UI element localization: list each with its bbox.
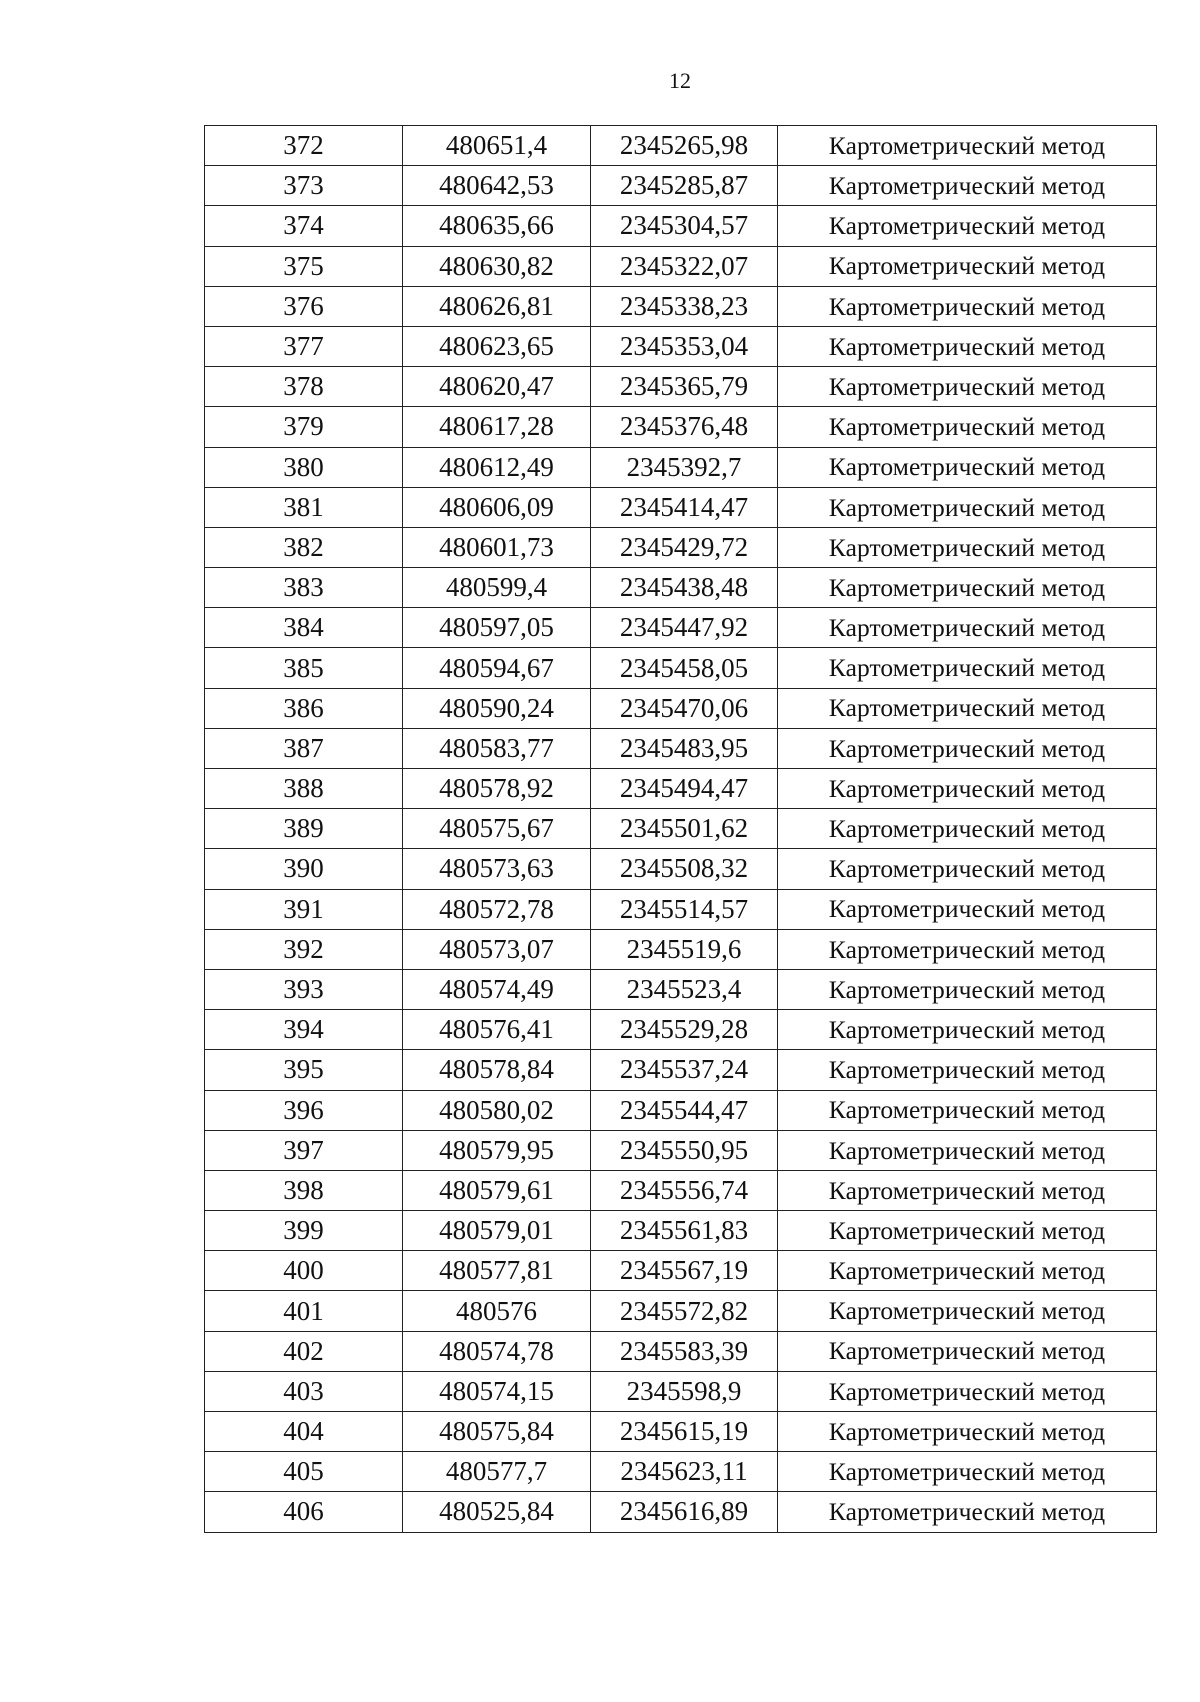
table-row <box>205 326 1157 366</box>
y-coordinate-cell: 2345537,24 <box>591 1050 778 1090</box>
point-number-cell: 401 <box>205 1291 403 1331</box>
point-number-cell: 406 <box>205 1492 403 1532</box>
table-row <box>205 1010 1157 1050</box>
method-cell: Картометрический метод <box>778 166 1157 206</box>
y-coordinate-cell: 2345615,19 <box>591 1412 778 1452</box>
x-coordinate-cell: 480575,67 <box>403 809 591 849</box>
point-number-cell: 379 <box>205 407 403 447</box>
point-number-cell: 382 <box>205 527 403 567</box>
method-cell: Картометрический метод <box>778 246 1157 286</box>
table-row <box>205 126 1157 166</box>
table-row <box>205 1130 1157 1170</box>
point-number-cell: 373 <box>205 166 403 206</box>
table-row <box>205 1291 1157 1331</box>
point-number-cell: 378 <box>205 367 403 407</box>
x-coordinate-cell: 480576,41 <box>403 1010 591 1050</box>
point-number-cell: 384 <box>205 608 403 648</box>
y-coordinate-cell: 2345470,06 <box>591 688 778 728</box>
x-coordinate-cell: 480525,84 <box>403 1492 591 1532</box>
method-cell: Картометрический метод <box>778 1090 1157 1130</box>
point-number-cell: 394 <box>205 1010 403 1050</box>
method-cell: Картометрический метод <box>778 1251 1157 1291</box>
x-coordinate-cell: 480574,78 <box>403 1331 591 1371</box>
method-cell: Картометрический метод <box>778 1050 1157 1090</box>
table-row <box>205 769 1157 809</box>
page-number: 12 <box>669 68 691 93</box>
method-cell: Картометрический метод <box>778 487 1157 527</box>
method-cell: Картометрический метод <box>778 849 1157 889</box>
method-cell: Картометрический метод <box>778 1010 1157 1050</box>
method-cell: Картометрический метод <box>778 447 1157 487</box>
table-row <box>205 608 1157 648</box>
table-row <box>205 407 1157 447</box>
point-number-cell: 405 <box>205 1452 403 1492</box>
table-row <box>205 286 1157 326</box>
y-coordinate-cell: 2345523,4 <box>591 969 778 1009</box>
method-cell: Картометрический метод <box>778 1371 1157 1411</box>
method-cell: Картометрический метод <box>778 688 1157 728</box>
table-row <box>205 447 1157 487</box>
x-coordinate-cell: 480594,67 <box>403 648 591 688</box>
y-coordinate-cell: 2345365,79 <box>591 367 778 407</box>
method-cell: Картометрический метод <box>778 1492 1157 1532</box>
table-row <box>205 1211 1157 1251</box>
x-coordinate-cell: 480578,84 <box>403 1050 591 1090</box>
table-row <box>205 568 1157 608</box>
y-coordinate-cell: 2345494,47 <box>591 769 778 809</box>
x-coordinate-cell: 480612,49 <box>403 447 591 487</box>
method-cell: Картометрический метод <box>778 568 1157 608</box>
point-number-cell: 376 <box>205 286 403 326</box>
method-cell: Картометрический метод <box>778 1211 1157 1251</box>
method-cell: Картометрический метод <box>778 1130 1157 1170</box>
y-coordinate-cell: 2345447,92 <box>591 608 778 648</box>
method-cell: Картометрический метод <box>778 929 1157 969</box>
y-coordinate-cell: 2345285,87 <box>591 166 778 206</box>
coordinates-table-body <box>205 126 1157 1533</box>
table-row <box>205 246 1157 286</box>
point-number-cell: 381 <box>205 487 403 527</box>
x-coordinate-cell: 480574,15 <box>403 1371 591 1411</box>
method-cell: Картометрический метод <box>778 809 1157 849</box>
method-cell: Картометрический метод <box>778 527 1157 567</box>
x-coordinate-cell: 480572,78 <box>403 889 591 929</box>
x-coordinate-cell: 480597,05 <box>403 608 591 648</box>
method-cell: Картометрический метод <box>778 889 1157 929</box>
x-coordinate-cell: 480630,82 <box>403 246 591 286</box>
x-coordinate-cell: 480590,24 <box>403 688 591 728</box>
point-number-cell: 393 <box>205 969 403 1009</box>
y-coordinate-cell: 2345438,48 <box>591 568 778 608</box>
table-row <box>205 969 1157 1009</box>
x-coordinate-cell: 480573,07 <box>403 929 591 969</box>
point-number-cell: 372 <box>205 126 403 166</box>
y-coordinate-cell: 2345529,28 <box>591 1010 778 1050</box>
y-coordinate-cell: 2345508,32 <box>591 849 778 889</box>
table-row <box>205 206 1157 246</box>
method-cell: Картометрический метод <box>778 286 1157 326</box>
x-coordinate-cell: 480578,92 <box>403 769 591 809</box>
table-row <box>205 728 1157 768</box>
y-coordinate-cell: 2345519,6 <box>591 929 778 969</box>
method-cell: Картометрический метод <box>778 407 1157 447</box>
point-number-cell: 374 <box>205 206 403 246</box>
point-number-cell: 386 <box>205 688 403 728</box>
y-coordinate-cell: 2345572,82 <box>591 1291 778 1331</box>
x-coordinate-cell: 480620,47 <box>403 367 591 407</box>
y-coordinate-cell: 2345458,05 <box>591 648 778 688</box>
table-row <box>205 1412 1157 1452</box>
x-coordinate-cell: 480576 <box>403 1291 591 1331</box>
point-number-cell: 385 <box>205 648 403 688</box>
y-coordinate-cell: 2345265,98 <box>591 126 778 166</box>
method-cell: Картометрический метод <box>778 728 1157 768</box>
table-row <box>205 1452 1157 1492</box>
method-cell: Картометрический метод <box>778 969 1157 1009</box>
method-cell: Картометрический метод <box>778 326 1157 366</box>
y-coordinate-cell: 2345544,47 <box>591 1090 778 1130</box>
x-coordinate-cell: 480580,02 <box>403 1090 591 1130</box>
table-row <box>205 889 1157 929</box>
y-coordinate-cell: 2345623,11 <box>591 1452 778 1492</box>
point-number-cell: 375 <box>205 246 403 286</box>
x-coordinate-cell: 480617,28 <box>403 407 591 447</box>
table-row <box>205 1090 1157 1130</box>
table-row <box>205 1492 1157 1532</box>
method-cell: Картометрический метод <box>778 1331 1157 1371</box>
coordinates-table <box>204 125 1157 1533</box>
x-coordinate-cell: 480583,77 <box>403 728 591 768</box>
method-cell: Картометрический метод <box>778 1412 1157 1452</box>
y-coordinate-cell: 2345353,04 <box>591 326 778 366</box>
method-cell: Картометрический метод <box>778 608 1157 648</box>
x-coordinate-cell: 480579,95 <box>403 1130 591 1170</box>
point-number-cell: 391 <box>205 889 403 929</box>
x-coordinate-cell: 480579,61 <box>403 1170 591 1210</box>
point-number-cell: 390 <box>205 849 403 889</box>
x-coordinate-cell: 480635,66 <box>403 206 591 246</box>
point-number-cell: 377 <box>205 326 403 366</box>
point-number-cell: 383 <box>205 568 403 608</box>
table-row <box>205 1331 1157 1371</box>
x-coordinate-cell: 480573,63 <box>403 849 591 889</box>
y-coordinate-cell: 2345376,48 <box>591 407 778 447</box>
y-coordinate-cell: 2345322,07 <box>591 246 778 286</box>
table-row <box>205 1050 1157 1090</box>
table-row <box>205 1170 1157 1210</box>
method-cell: Картометрический метод <box>778 126 1157 166</box>
x-coordinate-cell: 480651,4 <box>403 126 591 166</box>
point-number-cell: 392 <box>205 929 403 969</box>
method-cell: Картометрический метод <box>778 769 1157 809</box>
x-coordinate-cell: 480642,53 <box>403 166 591 206</box>
y-coordinate-cell: 2345514,57 <box>591 889 778 929</box>
y-coordinate-cell: 2345583,39 <box>591 1331 778 1371</box>
x-coordinate-cell: 480575,84 <box>403 1412 591 1452</box>
table-row <box>205 367 1157 407</box>
table-row <box>205 849 1157 889</box>
method-cell: Картометрический метод <box>778 206 1157 246</box>
table-row <box>205 487 1157 527</box>
point-number-cell: 389 <box>205 809 403 849</box>
table-row <box>205 166 1157 206</box>
y-coordinate-cell: 2345429,72 <box>591 527 778 567</box>
method-cell: Картометрический метод <box>778 367 1157 407</box>
point-number-cell: 388 <box>205 769 403 809</box>
y-coordinate-cell: 2345338,23 <box>591 286 778 326</box>
table-row <box>205 929 1157 969</box>
y-coordinate-cell: 2345556,74 <box>591 1170 778 1210</box>
x-coordinate-cell: 480606,09 <box>403 487 591 527</box>
point-number-cell: 387 <box>205 728 403 768</box>
point-number-cell: 403 <box>205 1371 403 1411</box>
y-coordinate-cell: 2345392,7 <box>591 447 778 487</box>
y-coordinate-cell: 2345483,95 <box>591 728 778 768</box>
x-coordinate-cell: 480574,49 <box>403 969 591 1009</box>
method-cell: Картометрический метод <box>778 648 1157 688</box>
y-coordinate-cell: 2345567,19 <box>591 1251 778 1291</box>
method-cell: Картометрический метод <box>778 1170 1157 1210</box>
y-coordinate-cell: 2345501,62 <box>591 809 778 849</box>
point-number-cell: 380 <box>205 447 403 487</box>
y-coordinate-cell: 2345550,95 <box>591 1130 778 1170</box>
table-row <box>205 527 1157 567</box>
x-coordinate-cell: 480577,7 <box>403 1452 591 1492</box>
y-coordinate-cell: 2345616,89 <box>591 1492 778 1532</box>
x-coordinate-cell: 480626,81 <box>403 286 591 326</box>
table-row <box>205 809 1157 849</box>
table-row <box>205 1251 1157 1291</box>
method-cell: Картометрический метод <box>778 1452 1157 1492</box>
table-row <box>205 1371 1157 1411</box>
point-number-cell: 399 <box>205 1211 403 1251</box>
point-number-cell: 396 <box>205 1090 403 1130</box>
point-number-cell: 395 <box>205 1050 403 1090</box>
x-coordinate-cell: 480599,4 <box>403 568 591 608</box>
point-number-cell: 402 <box>205 1331 403 1371</box>
method-cell: Картометрический метод <box>778 1291 1157 1331</box>
y-coordinate-cell: 2345561,83 <box>591 1211 778 1251</box>
x-coordinate-cell: 480623,65 <box>403 326 591 366</box>
point-number-cell: 397 <box>205 1130 403 1170</box>
point-number-cell: 404 <box>205 1412 403 1452</box>
x-coordinate-cell: 480579,01 <box>403 1211 591 1251</box>
x-coordinate-cell: 480601,73 <box>403 527 591 567</box>
y-coordinate-cell: 2345414,47 <box>591 487 778 527</box>
y-coordinate-cell: 2345598,9 <box>591 1371 778 1411</box>
table-row <box>205 648 1157 688</box>
point-number-cell: 398 <box>205 1170 403 1210</box>
y-coordinate-cell: 2345304,57 <box>591 206 778 246</box>
x-coordinate-cell: 480577,81 <box>403 1251 591 1291</box>
point-number-cell: 400 <box>205 1251 403 1291</box>
table-row <box>205 688 1157 728</box>
